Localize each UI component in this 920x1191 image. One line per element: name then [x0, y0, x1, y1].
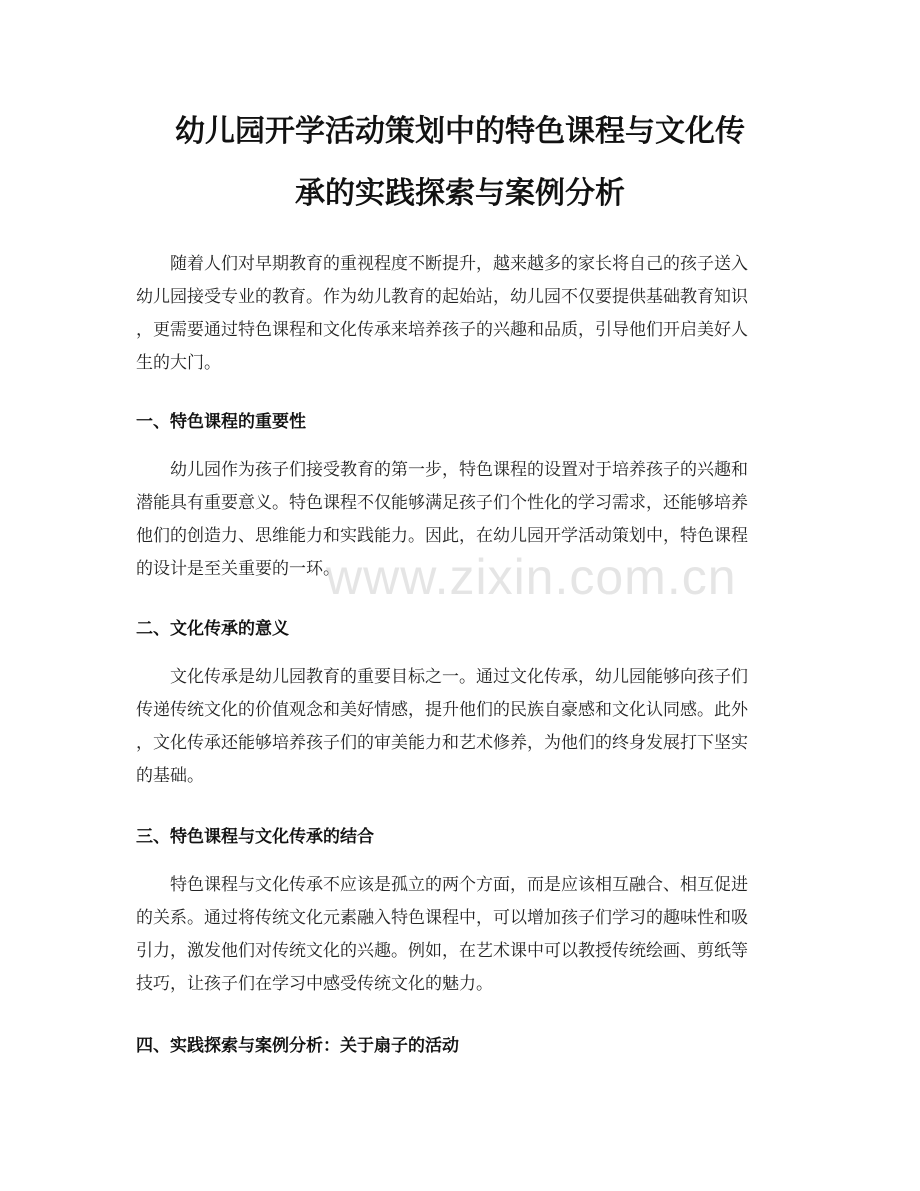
paragraph-line: 幼儿园接受专业的教育。作为幼儿教育的起始站，幼儿园不仅要提供基础教育知识 [136, 287, 748, 307]
section-2-paragraph [136, 661, 784, 793]
paragraph-line: 技巧，让孩子们在学习中感受传统文化的魅力。 [136, 974, 493, 994]
paragraph-line: 潜能具有重要意义。特色课程不仅能够满足孩子们个性化的学习需求，还能够培养 [136, 493, 748, 513]
paragraph-line: ，文化传承还能够培养孩子们的审美能力和艺术修养，为他们的终身发展打下坚实 [136, 733, 748, 753]
intro-paragraph [136, 248, 784, 380]
paragraph-line: 的设计是至关重要的一环。 [136, 559, 340, 579]
document-title-line-2: 承的实践探索与案例分析 [295, 176, 625, 211]
paragraph-line: 的关系。通过将传统文化元素融入特色课程中，可以增加孩子们学习的趣味性和吸 [136, 908, 748, 928]
paragraph-line: 的基础。 [136, 766, 204, 786]
section-3-paragraph [136, 869, 784, 1001]
paragraph-line: 文化传承是幼儿园教育的重要目标之一。通过文化传承，幼儿园能够向孩子们 [170, 667, 748, 687]
paragraph-line: 引力，激发他们对传统文化的兴趣。例如，在艺术课中可以教授传统绘画、剪纸等 [136, 941, 748, 961]
paragraph-line: 随着人们对早期教育的重视程度不断提升，越来越多的家长将自己的孩子送入 [170, 254, 748, 274]
section-heading-3: 三、特色课程与文化传承的结合 [136, 827, 374, 847]
document-title-line-1: 幼儿园开学活动策划中的特色课程与文化传 [175, 114, 745, 149]
paragraph-line: ，更需要通过特色课程和文化传承来培养孩子的兴趣和品质，引导他们开启美好人 [136, 320, 748, 340]
paragraph-line: 生的大门。 [136, 353, 221, 373]
section-heading-4: 四、实践探索与案例分析：关于扇子的活动 [136, 1036, 459, 1056]
section-1-paragraph [136, 454, 784, 586]
paragraph-line: 幼儿园作为孩子们接受教育的第一步，特色课程的设置对于培养孩子的兴趣和 [170, 460, 748, 480]
section-heading-2: 二、文化传承的意义 [136, 619, 289, 639]
section-heading-1: 一、特色课程的重要性 [136, 412, 306, 432]
watermark-text: www.zixin.com.cn [326, 549, 737, 605]
paragraph-line: 特色课程与文化传承不应该是孤立的两个方面，而是应该相互融合、相互促进 [170, 875, 748, 895]
paragraph-line: 传递传统文化的价值观念和美好情感，提升他们的民族自豪感和文化认同感。此外 [136, 700, 748, 720]
paragraph-line: 他们的创造力、思维能力和实践能力。因此，在幼儿园开学活动策划中，特色课程 [136, 526, 748, 546]
